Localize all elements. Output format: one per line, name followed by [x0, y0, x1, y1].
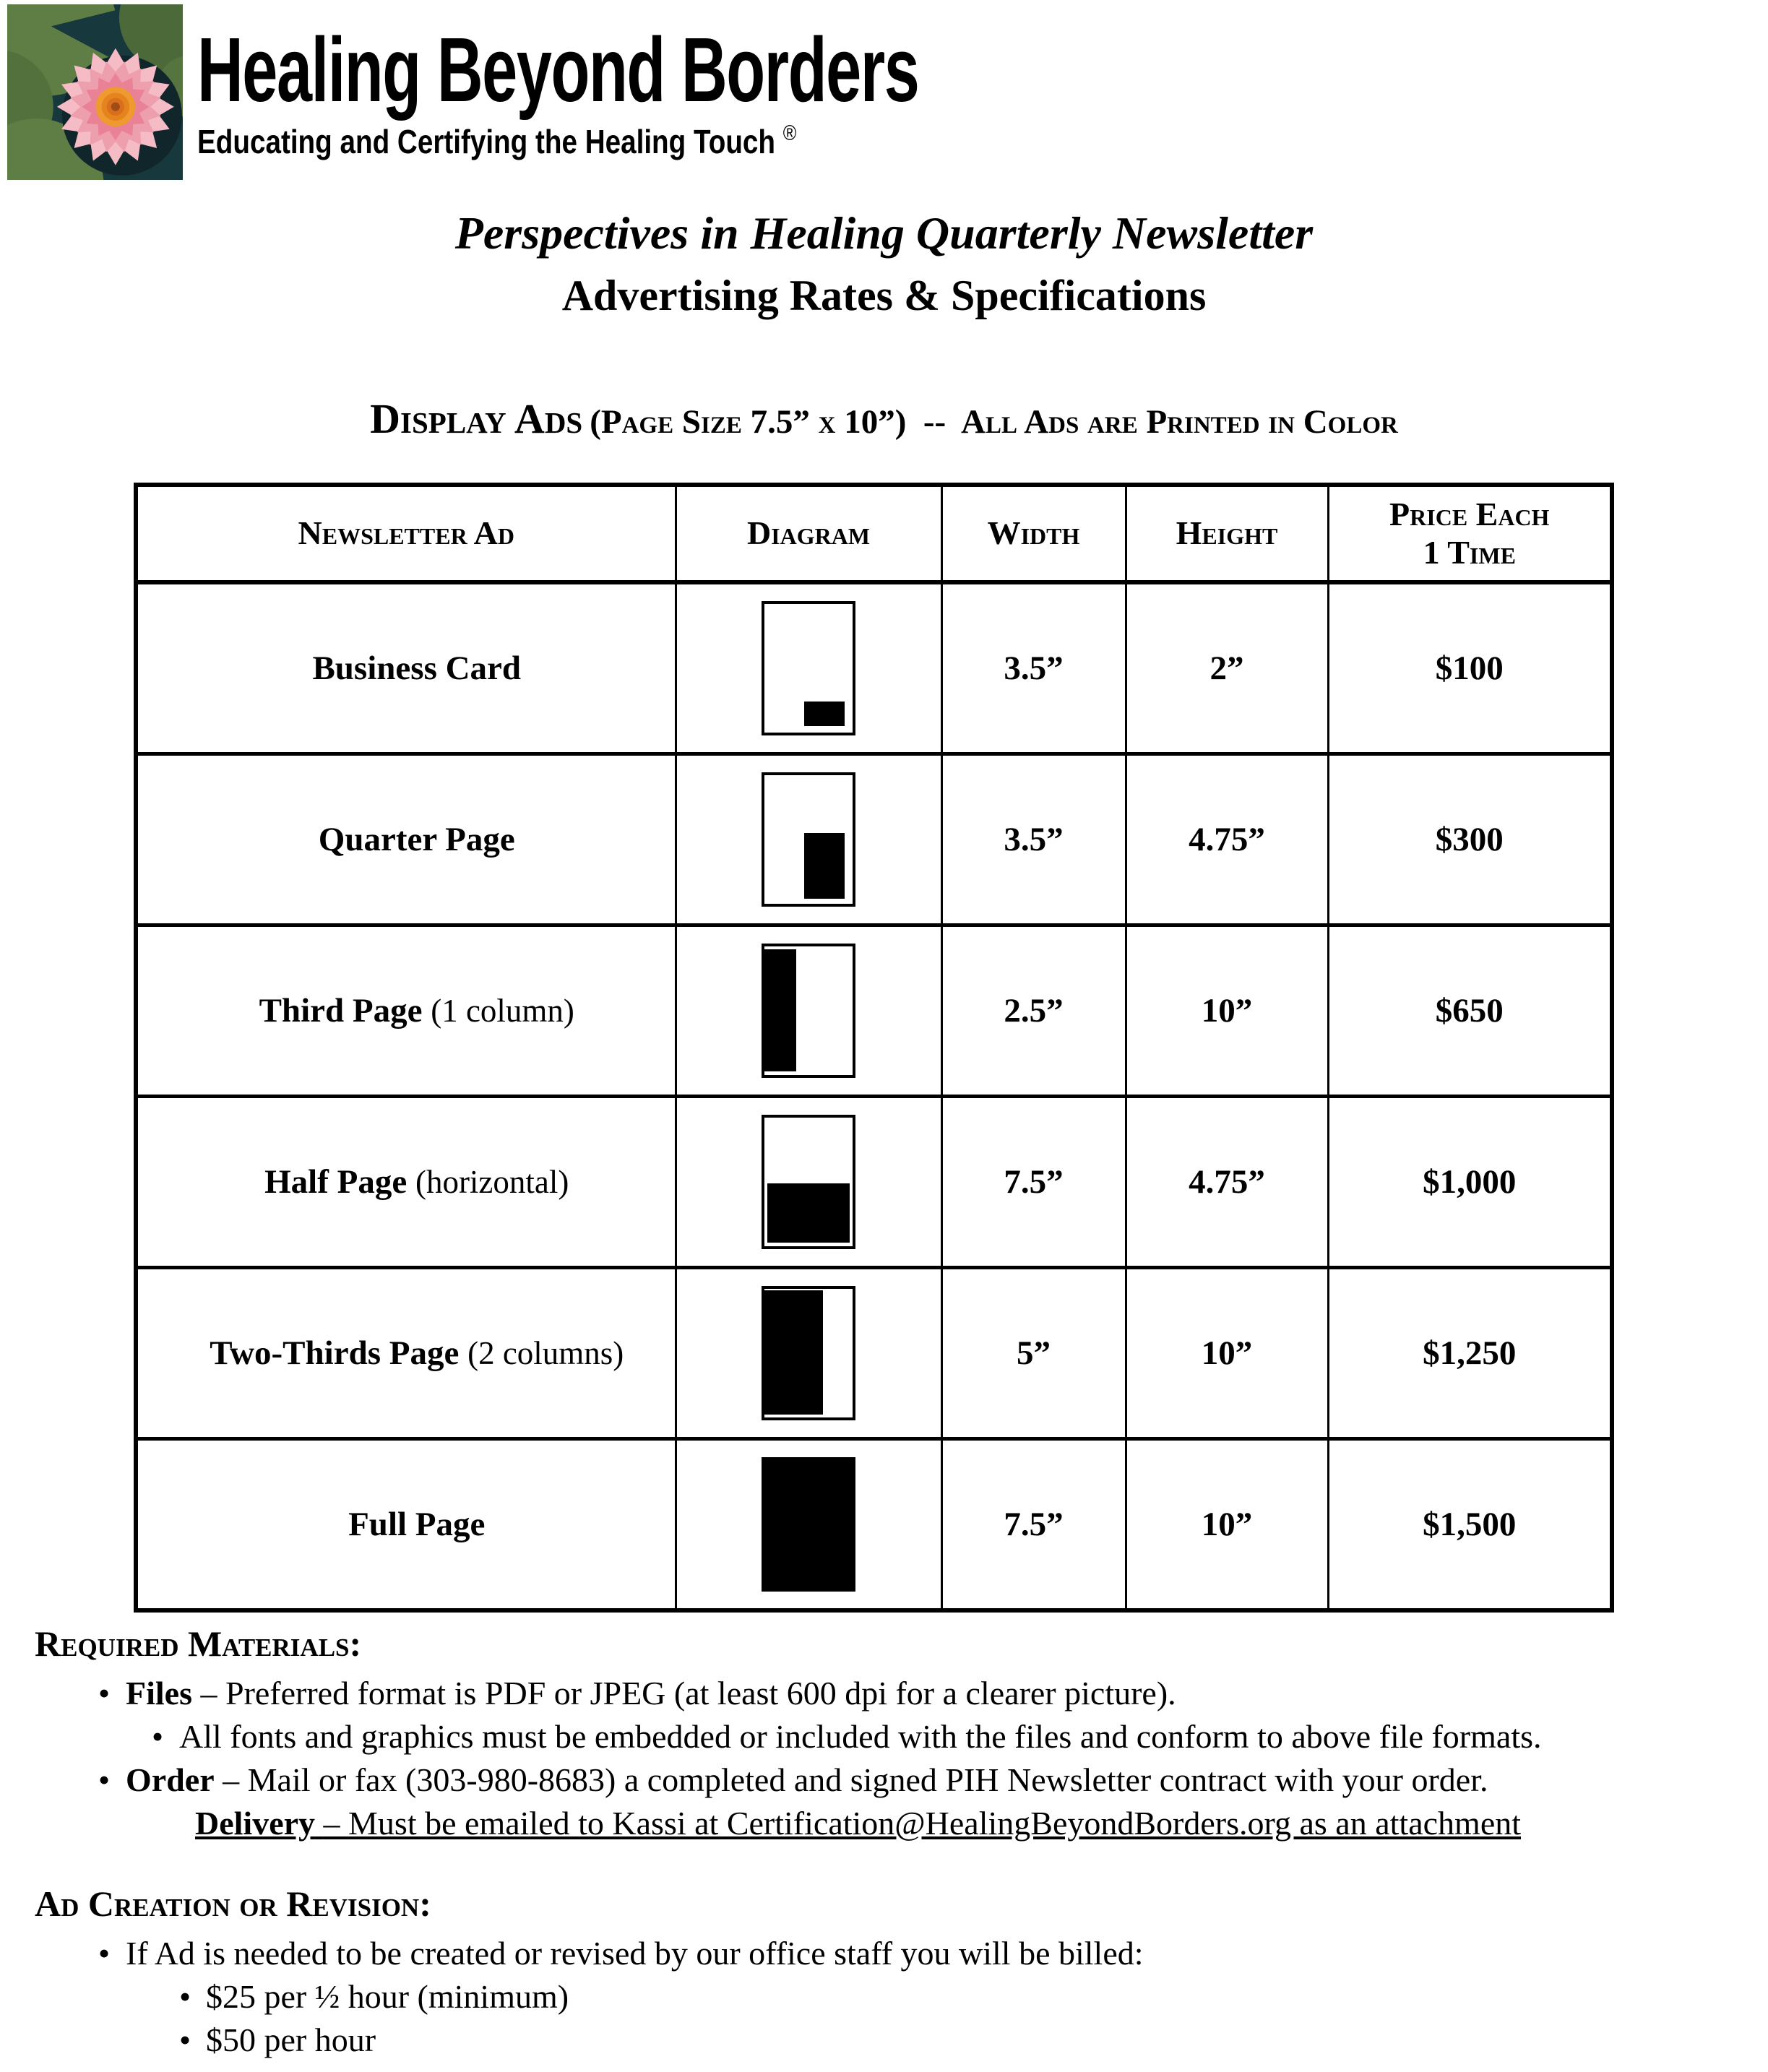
diagram-cell	[676, 582, 941, 754]
rate-hour-text: $50 per hour	[206, 2021, 376, 2058]
width-value: 7.5”	[941, 1097, 1126, 1268]
height-value: 10”	[1126, 1268, 1328, 1439]
diagram-cell	[676, 925, 941, 1097]
table-row	[136, 1268, 1612, 1439]
row-note: (1 column)	[431, 993, 574, 1029]
price-value: $300	[1328, 754, 1612, 925]
col-header-diagram: Diagram	[676, 485, 941, 582]
files-lead: Files	[126, 1675, 192, 1711]
delivery-text: – Must be emailed to Kassi at Certification@HealingBeyondBorders.org as an attachment	[323, 1805, 1522, 1842]
delivery-item-text	[195, 1802, 1754, 1845]
order-text: – Mail or fax (303-980-8683) a completed and signed PIH Newsletter contract with your order.	[223, 1761, 1488, 1798]
ad-area-block	[804, 833, 845, 899]
newsletter-title: Perspectives in Healing Quarterly Newsletter	[454, 207, 1314, 259]
diagram-page-box	[762, 944, 855, 1078]
billing-intro-item	[0, 1932, 1754, 1975]
price-value: $100	[1328, 582, 1612, 754]
delivery-lead: Delivery	[195, 1805, 316, 1842]
billing-intro-text: If Ad is needed to be created or revised by our office staff you will be billed:	[126, 1935, 1144, 1972]
width-value: 7.5”	[941, 1439, 1126, 1611]
row-name: Third Page	[259, 992, 423, 1029]
col-header-newsletter-ad: Newsletter Ad	[136, 485, 676, 582]
row-name: Full Page	[348, 1506, 486, 1543]
diagram-page-box	[762, 772, 855, 907]
required-materials-heading: Required Materials:	[35, 1623, 362, 1664]
col-header-height: Height	[1126, 485, 1328, 582]
row-name: Quarter Page	[318, 821, 515, 858]
width-value: 2.5”	[941, 925, 1126, 1097]
diagram-page-box	[762, 1457, 855, 1592]
table-row	[136, 925, 1612, 1097]
height-value: 10”	[1126, 925, 1328, 1097]
lotus-logo-image	[7, 4, 183, 180]
col-header-price-line2: 1 Time	[1423, 533, 1516, 571]
diagram-cell	[676, 754, 941, 925]
files-item-text	[126, 1672, 1754, 1715]
rate-half-hour-item	[0, 1975, 1754, 2019]
price-value: $650	[1328, 925, 1612, 1097]
order-item-text	[126, 1758, 1754, 1802]
row-name-cell	[136, 1268, 676, 1439]
diagram-page-box	[762, 1286, 855, 1420]
ad-area-block	[767, 1183, 850, 1243]
rates-table	[134, 483, 1614, 1613]
ad-area-block	[764, 949, 796, 1071]
diagram-cell	[676, 1097, 941, 1268]
rate-half-hour-text: $25 per ½ hour (minimum)	[206, 1978, 569, 2015]
org-tagline-text: Educating and Certifying the Healing Touch	[197, 123, 776, 160]
row-note: (horizontal)	[415, 1164, 569, 1200]
price-value: $1,500	[1328, 1439, 1612, 1611]
diagram-page-box	[762, 1115, 855, 1249]
fonts-note-text: All fonts and graphics must be embedded or included with the files and conform to above file formats.	[179, 1718, 1542, 1755]
height-value: 2”	[1126, 582, 1328, 754]
row-name: Half Page	[264, 1163, 407, 1201]
org-tagline	[197, 123, 1063, 158]
price-value: $1,000	[1328, 1097, 1612, 1268]
logo-text-block	[183, 4, 1228, 180]
bullet-icon: •	[179, 2021, 191, 2058]
table-header-row	[136, 485, 1612, 582]
display-ads-heading-details: (Page Size 7.5” x 10”) -- All Ads are Printed in Color	[590, 403, 1398, 441]
registered-mark: ®	[782, 121, 797, 145]
fonts-note-item	[0, 1715, 1754, 1758]
order-item	[0, 1758, 1754, 1802]
rate-hour-item	[0, 2019, 1754, 2062]
display-ads-heading	[0, 394, 1768, 443]
required-materials-section	[0, 1624, 1754, 1845]
table-row	[136, 1439, 1612, 1611]
height-value: 4.75”	[1126, 754, 1328, 925]
table-row	[136, 582, 1612, 754]
height-value: 4.75”	[1126, 1097, 1328, 1268]
ad-creation-heading: Ad Creation or Revision:	[35, 1883, 431, 1924]
row-name-cell	[136, 1097, 676, 1268]
files-item	[0, 1672, 1754, 1715]
row-name-cell	[136, 582, 676, 754]
row-note: (2 columns)	[467, 1335, 624, 1371]
ad-area-block	[804, 702, 845, 726]
diagram-cell	[676, 1439, 941, 1611]
table-row	[136, 754, 1612, 925]
bullet-icon: •	[179, 1978, 191, 2015]
org-name: Healing Beyond Borders	[197, 19, 919, 121]
bullet-icon: •	[98, 1935, 111, 1972]
col-header-price	[1328, 485, 1612, 582]
price-value: $1,250	[1328, 1268, 1612, 1439]
height-value: 10”	[1126, 1439, 1328, 1611]
col-header-width: Width	[941, 485, 1126, 582]
row-name: Two-Thirds Page	[210, 1334, 460, 1372]
diagram-cell	[676, 1268, 941, 1439]
row-name-cell	[136, 754, 676, 925]
row-name-cell	[136, 1439, 676, 1611]
bullet-icon: •	[152, 1718, 164, 1755]
ad-area-block	[762, 1457, 855, 1592]
delivery-item	[0, 1802, 1754, 1845]
bullet-icon: •	[98, 1761, 111, 1798]
diagram-page-box	[762, 601, 855, 735]
ad-creation-section	[0, 1884, 1754, 2062]
files-text: – Preferred format is PDF or JPEG (at least 600 dpi for a clearer picture).	[200, 1675, 1176, 1711]
bullet-icon: •	[98, 1675, 111, 1711]
row-name: Business Card	[312, 649, 522, 687]
logo-header	[7, 4, 1228, 180]
rates-title: Advertising Rates & Specifications	[561, 272, 1207, 319]
width-value: 3.5”	[941, 754, 1126, 925]
col-header-price-line1: Price Each	[1389, 495, 1550, 532]
row-name-cell	[136, 925, 676, 1097]
display-ads-heading-main: Display Ads	[370, 395, 583, 442]
width-value: 3.5”	[941, 582, 1126, 754]
width-value: 5”	[941, 1268, 1126, 1439]
order-lead: Order	[126, 1761, 215, 1798]
ad-area-block	[764, 1290, 823, 1415]
table-row	[136, 1097, 1612, 1268]
